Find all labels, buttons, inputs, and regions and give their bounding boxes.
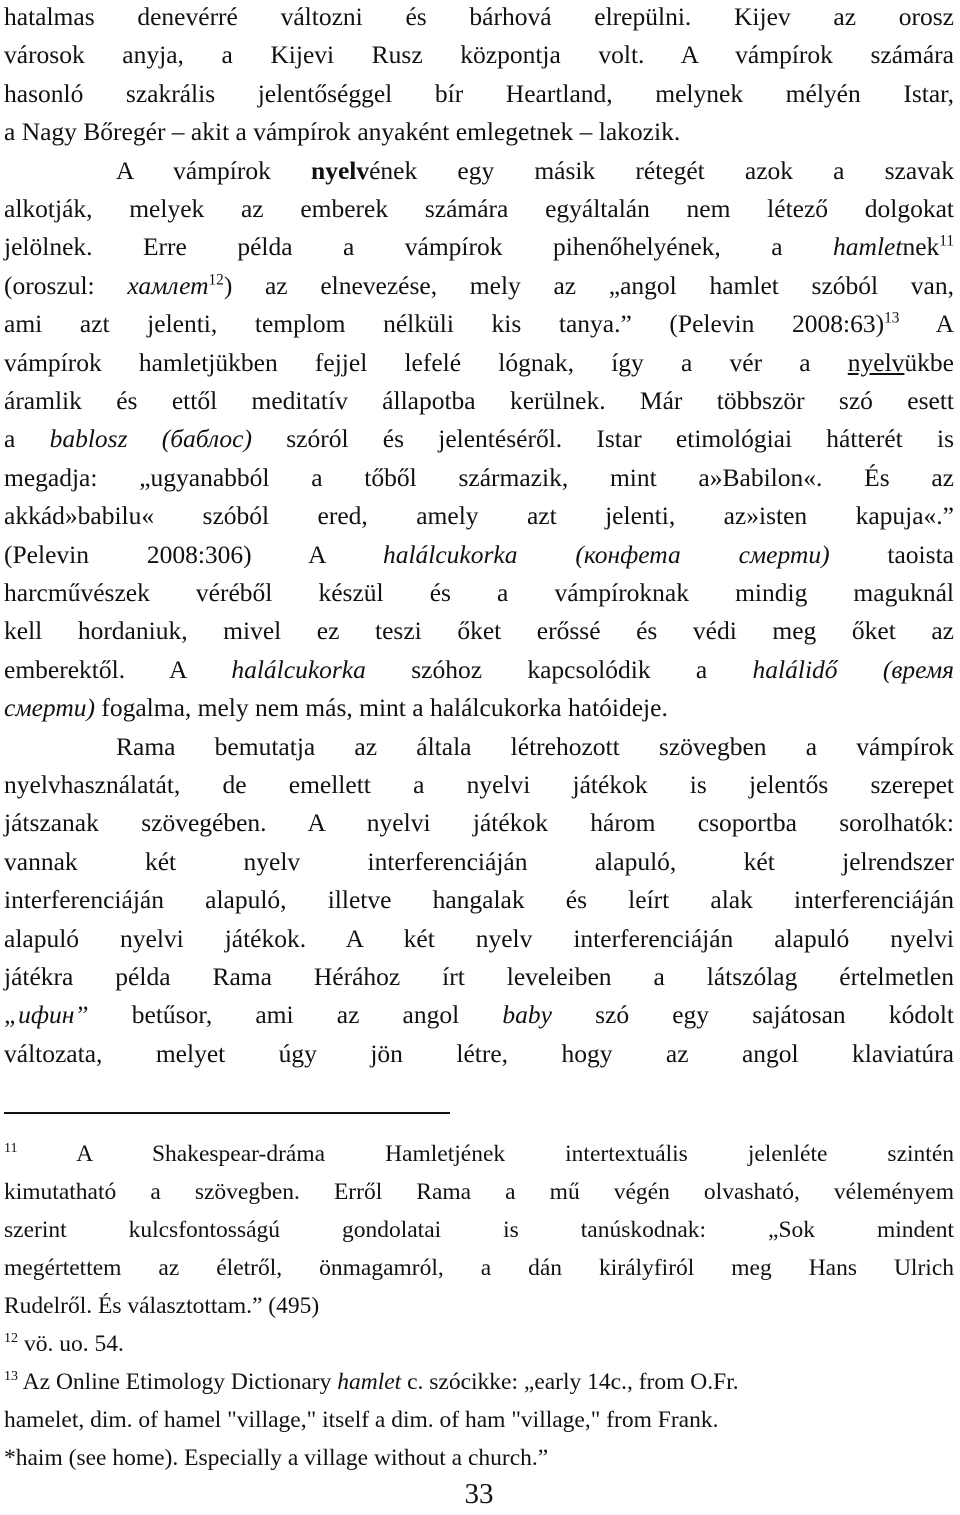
body-line: A vámpírok nyelvének egy másik rétegét azok a szavak	[116, 155, 954, 185]
page-number: 33	[464, 1478, 494, 1510]
body-line: interferenciáján alapuló, illetve hangalak és leírt alak interferenciáján	[4, 885, 954, 915]
footnote-line: Rudelről. És választottam.” (495)	[4, 1293, 320, 1319]
body-line: ami azt jelenti, templom nélküli kis tanya.” (Pelevin 2008:63)$^{13}$ A	[4, 309, 954, 339]
footnote-line: $^{12}$ vö. uo. 54.	[4, 1330, 124, 1357]
body-line: városok anyja, a Kijevi Rusz központja volt. A vámpírok számára	[4, 40, 954, 70]
footnote-separator	[4, 1112, 450, 1114]
body-line: hasonló szakrális jelentőséggel bír Heartland, melynek mélyén Istar,	[4, 78, 954, 108]
body-line: hatalmas denevérré változni és bárhová elrepülni. Kijev az orosz	[4, 2, 954, 31]
body-line: (oroszul: хамлет$^{12}$) az elnevezése, mely az „angol hamlet szóból van,	[4, 270, 954, 300]
footnote-line: szerint kulcsfontosságú gondolatai is tanúskodnak: „Sok mindent	[4, 1217, 954, 1243]
body-line: a bablosz (баблос) szóról és jelentéséről. Istar etimológiai hátterét is	[4, 424, 954, 454]
body-line: emberektől. A halálcukorka szóhoz kapcsolódik a halálidő (время	[4, 654, 954, 684]
body-line: áramlik és ettől meditatív állapotba kerülnek. Már többször szó esett	[4, 386, 954, 415]
footnote-line: $^{11}$ A Shakespear-dráma Hamletjének intertextuális jelenléte szintén	[4, 1140, 954, 1167]
body-line: változata, melyet úgy jön létre, hogy az angol klaviatúra	[4, 1038, 954, 1068]
body-line: nyelvhasználatát, de emellett a nyelvi játékok is jelentős szerepet	[4, 770, 954, 799]
body-line: alkotják, melyek az emberek számára egyáltalán nem létező dolgokat	[4, 194, 954, 223]
body-line: (Pelevin 2008:306) A halálcukorka (конфета смерти) taoista	[4, 539, 954, 569]
body-line: játékra példa Rama Hérához írt leveleiben a látszólag értelmetlen	[4, 962, 954, 991]
body-line: akkád»babilu« szóból ered, amely azt jelenti, az»isten kapuja«.”	[4, 501, 954, 531]
body-line: megadja: „ugyanabból a tőből származik, mint a»Babilon«. És az	[4, 462, 954, 492]
body-line: alapuló nyelvi játékok. A két nyelv interferenciáján alapuló nyelvi	[4, 923, 954, 953]
body-line: vannak két nyelv interferenciáján alapuló, két jelrendszer	[4, 846, 954, 876]
body-line: játszanak szövegében. A nyelvi játékok három csoportba sorolhatók:	[4, 808, 954, 838]
body-line: kell hordaniuk, mivel ez teszi őket erőssé és védi meg őket az	[4, 616, 954, 646]
body-line: jelölnek. Erre példa a vámpírok pihenőhelyének, a hamletnek$^{11}$	[4, 232, 954, 262]
body-line: vámpírok hamletjükben fejjel lefelé lógnak, így a vér a nyelvükbe	[4, 347, 954, 377]
body-line: смерти) fogalma, mely nem más, mint a halálcukorka hatóideje.	[4, 693, 668, 723]
footnote-line: hamelet, dim. of hamel "village," itself a dim. of ham "village," from Frank.	[4, 1407, 719, 1433]
body-line: a Nagy Bőregér – akit a vámpírok anyaként emlegetnek – lakozik.	[4, 117, 681, 147]
footnote-line: $^{13}$ Az Online Etimology Dictionary hamlet c. szócikke: „early 14c., from O.Fr.	[4, 1368, 739, 1395]
footnote-line: *haim (see home). Especially a village without a church.”	[4, 1445, 549, 1471]
body-line: harcművészek véréből készül és a vámpíroknak mindig maguknál	[4, 578, 954, 607]
footnote-line: kimutatható a szövegben. Erről Rama a mű végén olvasható, véleményem	[4, 1179, 954, 1205]
footnote-line: megértettem az életről, önmagamról, a dán királyfiról meg Hans Ulrich	[4, 1255, 954, 1281]
body-line: „ифин” betűsor, ami az angol baby szó egy sajátosan kódolt	[4, 1000, 955, 1030]
body-line: Rama bemutatja az általa létrehozott szövegben a vámpírok	[116, 731, 954, 761]
